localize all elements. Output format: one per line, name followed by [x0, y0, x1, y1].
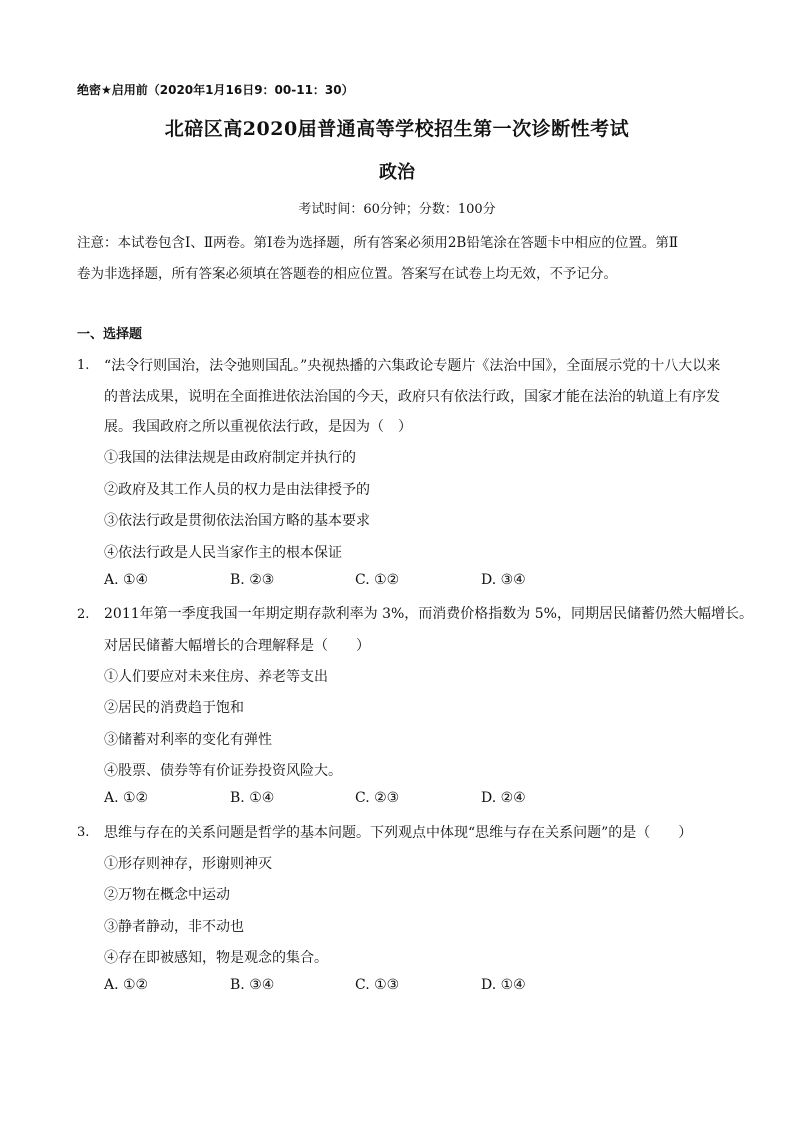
- statement: ③依法行政是贯彻依法治国方略的基本要求: [104, 513, 370, 529]
- question-number: 2.: [77, 607, 90, 622]
- question-number: 3.: [77, 825, 90, 840]
- statement: ①我国的法律法规是由政府制定并执行的: [104, 450, 356, 466]
- question-number: 1.: [77, 358, 90, 373]
- exam-info: 考试时间：60分钟；分数：100分: [298, 202, 496, 217]
- statement: ③储蓄对利率的变化有弹性: [104, 732, 272, 748]
- notice-line: 注意：本试卷包含Ⅰ、Ⅱ两卷。第Ⅰ卷为选择题，所有答案必须用2B铅笔涂在答题卡中相应的位置。第Ⅱ: [77, 235, 679, 251]
- statement: ②万物在概念中运动: [104, 887, 230, 903]
- option-d[interactable]: D. ②④: [481, 790, 526, 806]
- option-c[interactable]: C. ①③: [355, 977, 400, 993]
- option-d[interactable]: D. ①④: [481, 977, 526, 993]
- confidential-label: 绝密★启用前（2020年1月16日9：00-11：30）: [77, 83, 354, 97]
- question-stem-line: “法令行则国治，法令弛则国乱。”央视热播的六集政论专题片《法治中国》，全面展示党的十八大以来: [104, 358, 721, 374]
- statement: ②政府及其工作人员的权力是由法律授予的: [104, 482, 370, 498]
- section-title: 一、选择题: [77, 327, 143, 342]
- question-stem-line: 2011年第一季度我国一年期定期存款利率为 3%，而消费价格指数为 5%，同期居民储蓄仍然大幅增长。: [104, 606, 753, 622]
- option-d[interactable]: D. ③④: [481, 572, 526, 588]
- option-a[interactable]: A. ①②: [104, 977, 149, 993]
- option-a[interactable]: A. ①②: [104, 790, 149, 806]
- statement: ①人们要应对未来住房、养老等支出: [104, 669, 328, 685]
- option-b[interactable]: B. ②③: [230, 572, 275, 588]
- statement: ③静者静动，非不动也: [104, 919, 244, 935]
- question-stem-line: 对居民储蓄大幅增长的合理解释是（ ）: [104, 638, 370, 654]
- statement: ④依法行政是人民当家作主的根本保证: [104, 545, 342, 561]
- option-a[interactable]: A. ①④: [104, 572, 149, 588]
- statement: ②居民的消费趋于饱和: [104, 700, 244, 716]
- option-c[interactable]: C. ②③: [355, 790, 400, 806]
- option-b[interactable]: B. ③④: [230, 977, 275, 993]
- notice-line: 卷为非选择题，所有答案必须填在答题卷的相应位置。答案写在试卷上均无效，不予记分。: [77, 266, 617, 282]
- statement: ④存在即被感知，物是观念的集合。: [104, 950, 328, 966]
- option-c[interactable]: C. ①②: [355, 572, 400, 588]
- subject-title: 政治: [379, 162, 415, 183]
- question-stem-line: 展。我国政府之所以重视依法行政，是因为（ ）: [104, 419, 412, 435]
- statement: ④股票、债券等有价证券投资风险大。: [104, 763, 342, 779]
- exam-title: 北碚区高2020届普通高等学校招生第一次诊断性考试: [164, 118, 630, 140]
- option-b[interactable]: B. ①④: [230, 790, 275, 806]
- question-stem-line: 思维与存在的关系问题是哲学的基本问题。下列观点中体现“思维与存在关系问题”的是（ ）: [104, 825, 693, 841]
- statement: ①形存则神存，形谢则神灭: [104, 856, 272, 872]
- question-stem-line: 的普法成果，说明在全面推进依法治国的今天，政府只有依法行政，国家才能在法治的轨道上有序发: [104, 389, 720, 405]
